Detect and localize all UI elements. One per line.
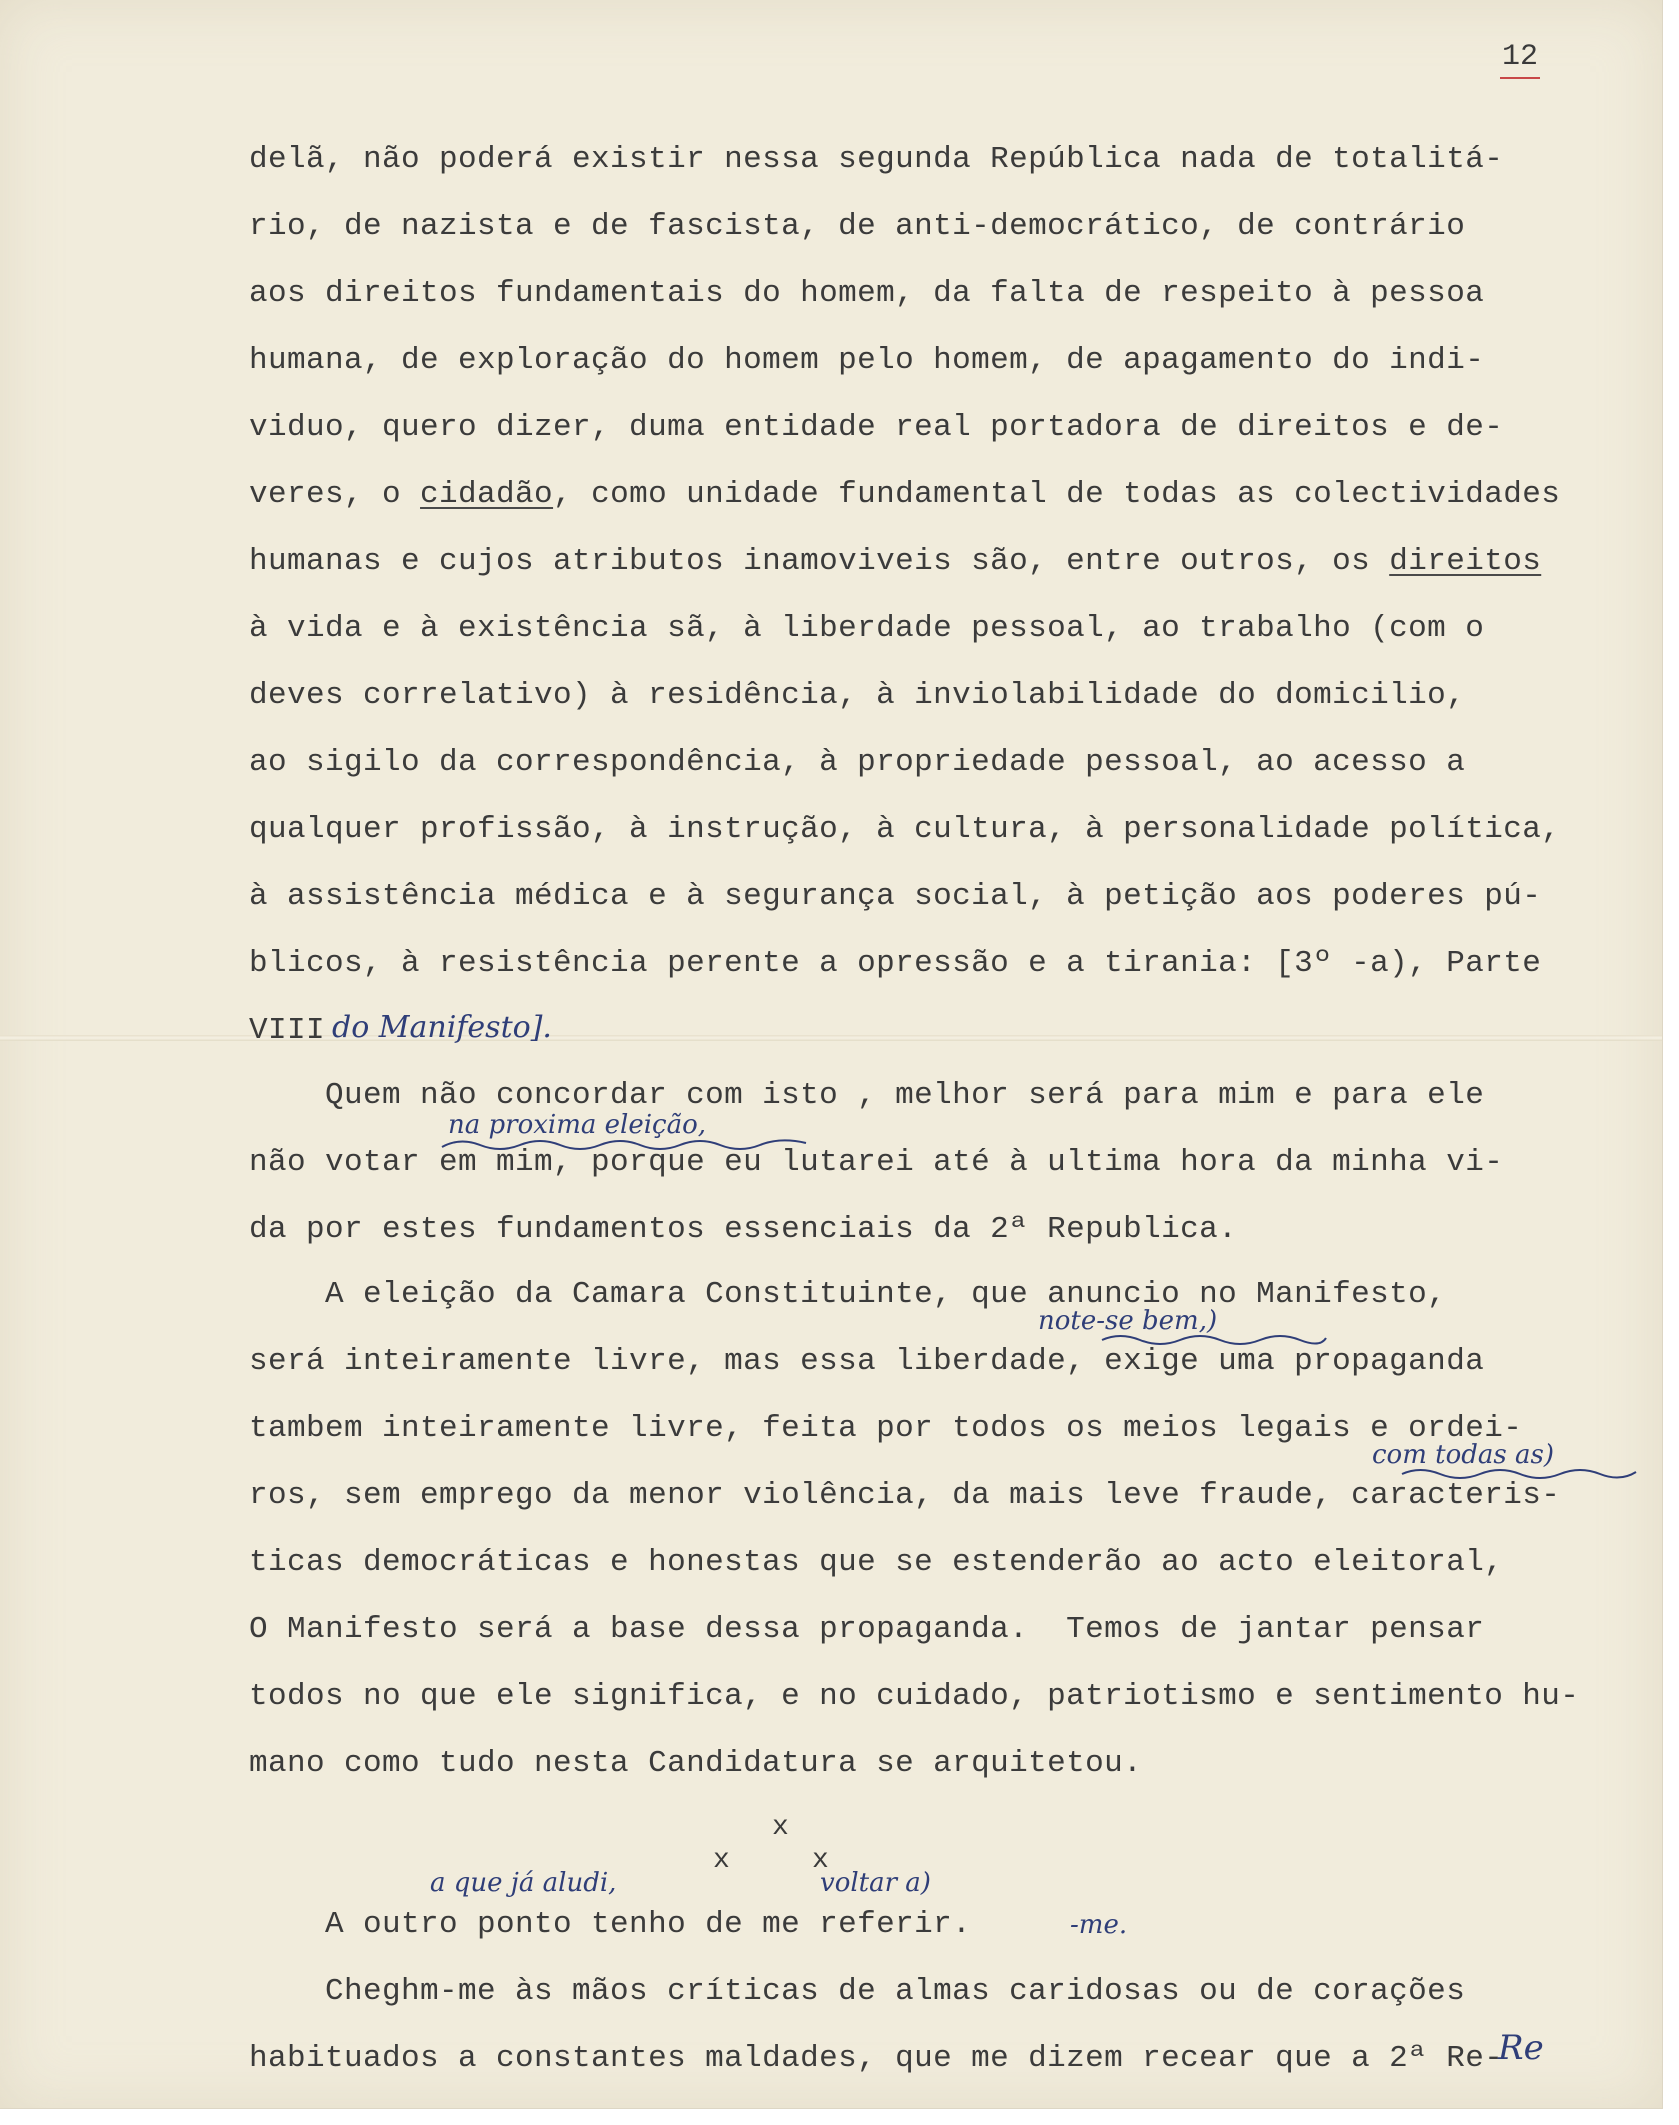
section-separator-mark: x: [772, 1812, 789, 1843]
text-line: ticas democráticas e honestas que se estenderão ao acto eleitoral,: [249, 1545, 1504, 1580]
text-line: A outro ponto tenho de me referir.: [249, 1907, 972, 1942]
text-line: da por estes fundamentos essenciais da 2ª Republica.: [249, 1212, 1238, 1247]
handwritten-annotation: Re: [1498, 2028, 1544, 2068]
text-line: ao sigilo da correspondência, à propriedade pessoal, ao acesso a: [249, 745, 1466, 780]
text-line: todos no que ele significa, e no cuidado, patriotismo e sentimento hu-: [249, 1679, 1580, 1714]
text-line: [249, 477, 1560, 512]
text-segment: humanas e cujos atributos inamoviveis são, entre outros, os: [249, 544, 1390, 579]
text-line: Cheghm-me às mãos críticas de almas caridosas ou de corações: [249, 1974, 1466, 2009]
text-segment: veres, o: [249, 477, 421, 512]
handwritten-annotation: voltar a): [820, 1868, 931, 1898]
handwritten-annotation: na proxima eleição,: [448, 1110, 707, 1140]
handwritten-annotation: -me.: [1070, 1910, 1128, 1940]
text-line: à vida e à existência sã, à liberdade pessoal, ao trabalho (com o: [249, 611, 1485, 646]
text-line: blicos, à resistência perente a opressão e a tirania: [3º -a), Parte: [249, 946, 1542, 981]
text-line: VIII: [249, 1013, 326, 1048]
text-line: será inteiramente livre, mas essa liberdade, exige uma propaganda: [249, 1344, 1485, 1379]
handwritten-annotation: note-se bem,): [1038, 1306, 1218, 1336]
handwritten-annotation: a que já aludi,: [430, 1868, 617, 1898]
text-line: viduo, quero dizer, duma entidade real portadora de direitos e de-: [249, 410, 1504, 445]
section-separator-mark: x: [713, 1845, 730, 1876]
text-line: qualquer profissão, à instrução, à cultura, à personalidade política,: [249, 812, 1561, 847]
text-line: não votar em mim, porque eu lutarei até à ultima hora da minha vi-: [249, 1145, 1504, 1180]
text-line: O Manifesto será a base dessa propaganda. Temos de jantar pensar: [249, 1612, 1485, 1647]
text-segment: , como unidade fundamental de todas as colectividades: [553, 477, 1561, 512]
text-line: Quem não concordar com isto , melhor será para mim e para ele: [249, 1078, 1485, 1113]
page-number: 12: [1502, 40, 1539, 74]
handwritten-annotation: do Manifesto].: [332, 1010, 552, 1045]
text-line: rio, de nazista e de fascista, de anti-democrático, de contrário: [249, 209, 1466, 244]
page-number-underline: [1500, 77, 1540, 79]
text-line: deves correlativo) à residência, à inviolabilidade do domicilio,: [249, 678, 1466, 713]
text-line: tambem inteiramente livre, feita por todos os meios legais e ordei-: [249, 1411, 1523, 1446]
handwritten-annotation: com todas as): [1372, 1440, 1554, 1470]
text-line: habituados a constantes maldades, que me dizem recear que a 2ª Re-: [249, 2041, 1504, 2076]
text-line: ros, sem emprego da menor violência, da mais leve fraude, caracteris-: [249, 1478, 1561, 1513]
underlined-word: direitos: [1389, 544, 1542, 579]
underlined-word: cidadão: [420, 477, 554, 512]
text-line: delã, não poderá existir nessa segunda República nada de totalitá-: [249, 142, 1504, 177]
text-line: à assistência médica e à segurança social, à petição aos poderes pú-: [249, 879, 1542, 914]
text-line: aos direitos fundamentais do homem, da falta de respeito à pessoa: [249, 276, 1485, 311]
text-line: A eleição da Camara Constituinte, que anuncio no Manifesto,: [249, 1277, 1447, 1312]
section-separator-mark: x: [812, 1845, 829, 1876]
text-line: humana, de exploração do homem pelo homem, de apagamento do indi-: [249, 343, 1485, 378]
text-line: mano como tudo nesta Candidatura se arquitetou.: [249, 1746, 1143, 1781]
text-line: [249, 544, 1541, 579]
